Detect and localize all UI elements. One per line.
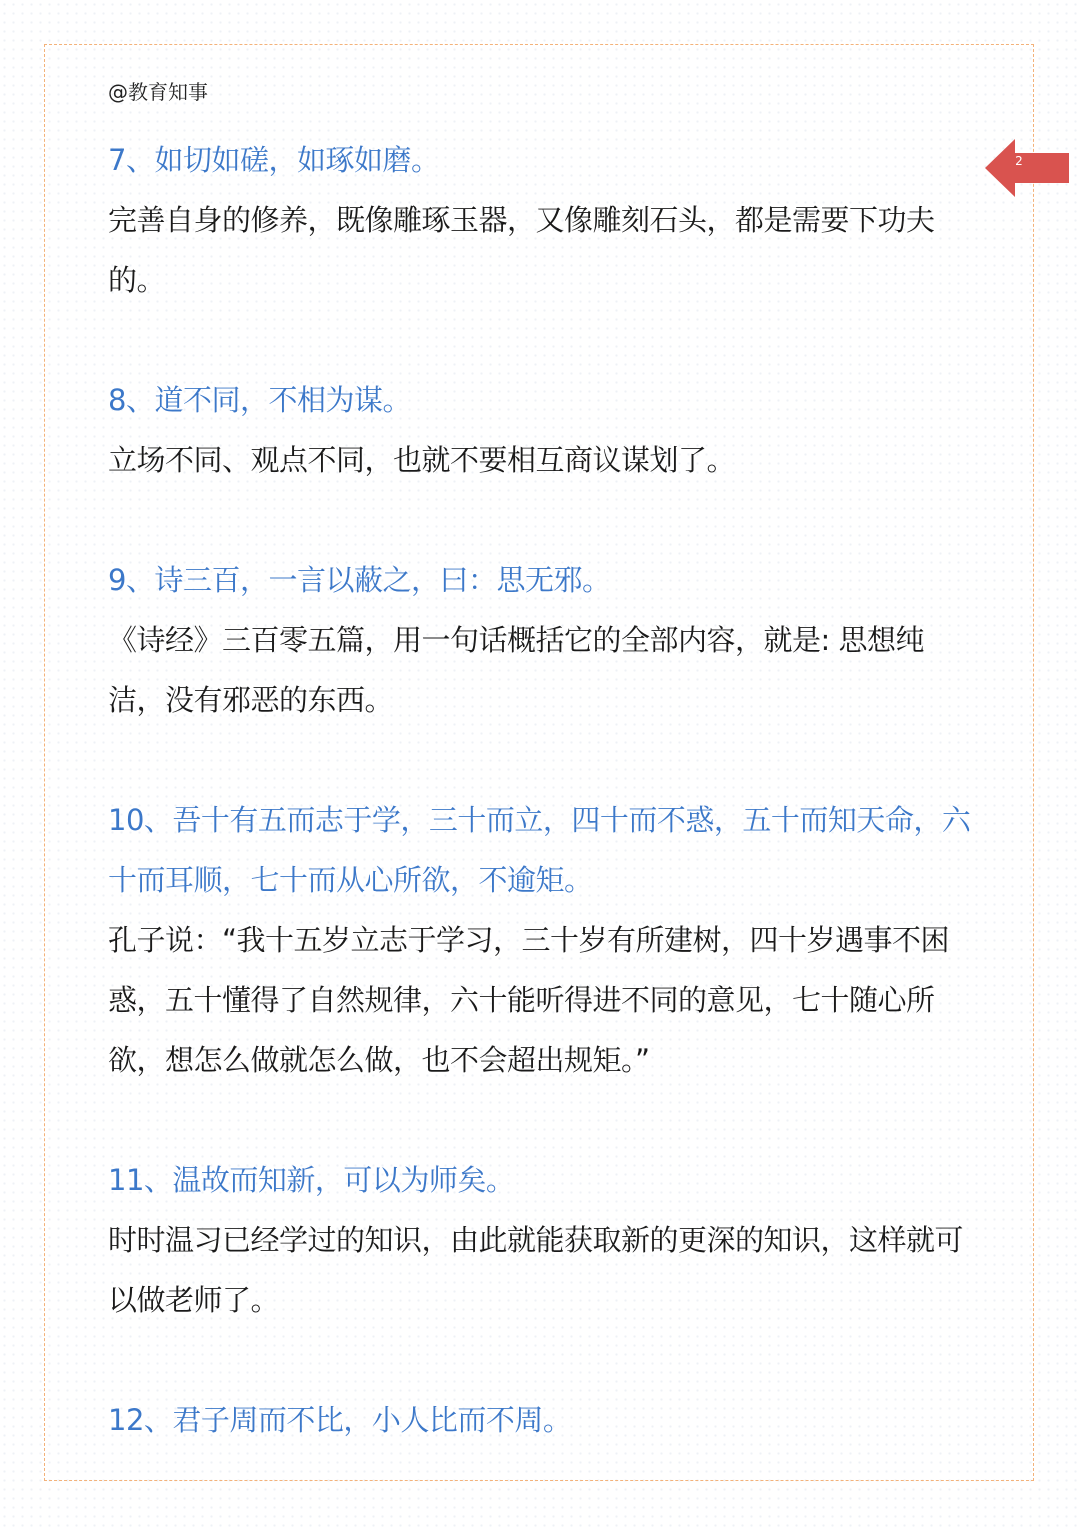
quote-explanation: 孔子说：“我十五岁立志于学习，三十岁有所建树，四十岁遇事不困惑，五十懂得了自然规律，六十能听得进不同的意见，七十随心所欲，想怎么做就怎么做，也不会超出规矩。” xyxy=(108,923,950,1077)
quote-entry-7 xyxy=(108,130,978,310)
quote-explanation: 时时温习已经学过的知识，由此就能获取新的更深的知识，这样就可以做老师了。 xyxy=(108,1223,964,1317)
quote-explanation: 完善自身的修养，既像雕琢玉器，又像雕刻石头，都是需要下功夫的。 xyxy=(108,203,935,297)
quote-list xyxy=(108,130,978,1450)
quote-heading: 9、诗三百，一言以蔽之，曰：思无邪。 xyxy=(108,563,611,597)
quote-heading: 8、道不同，不相为谋。 xyxy=(108,383,411,417)
quote-entry-9 xyxy=(108,550,978,730)
quote-heading: 10、吾十有五而志于学，三十而立，四十而不惑，五十而知天命，六十而耳顺，七十而从心所欲，不逾矩。 xyxy=(108,803,971,897)
quote-entry-8 xyxy=(108,370,978,490)
quote-entry-11 xyxy=(108,1150,978,1330)
left-arrow-icon xyxy=(985,139,1069,197)
page-number: 2 xyxy=(1015,154,1023,168)
quote-entry-10 xyxy=(108,790,978,1090)
quote-heading: 12、君子周而不比，小人比而不周。 xyxy=(108,1403,572,1437)
quote-entry-12 xyxy=(108,1390,978,1450)
quote-explanation: 《诗经》三百零五篇，用一句话概括它的全部内容，就是: 思想纯洁，没有邪恶的东西。 xyxy=(108,623,924,717)
page-marker-arrow-icon xyxy=(985,139,1069,197)
quote-explanation: 立场不同、观点不同，也就不要相互商议谋划了。 xyxy=(108,443,736,477)
quote-heading: 7、如切如磋，如琢如磨。 xyxy=(108,143,440,177)
watermark-text: @教育知事 xyxy=(108,80,208,104)
quote-heading: 11、温故而知新，可以为师矣。 xyxy=(108,1163,515,1197)
